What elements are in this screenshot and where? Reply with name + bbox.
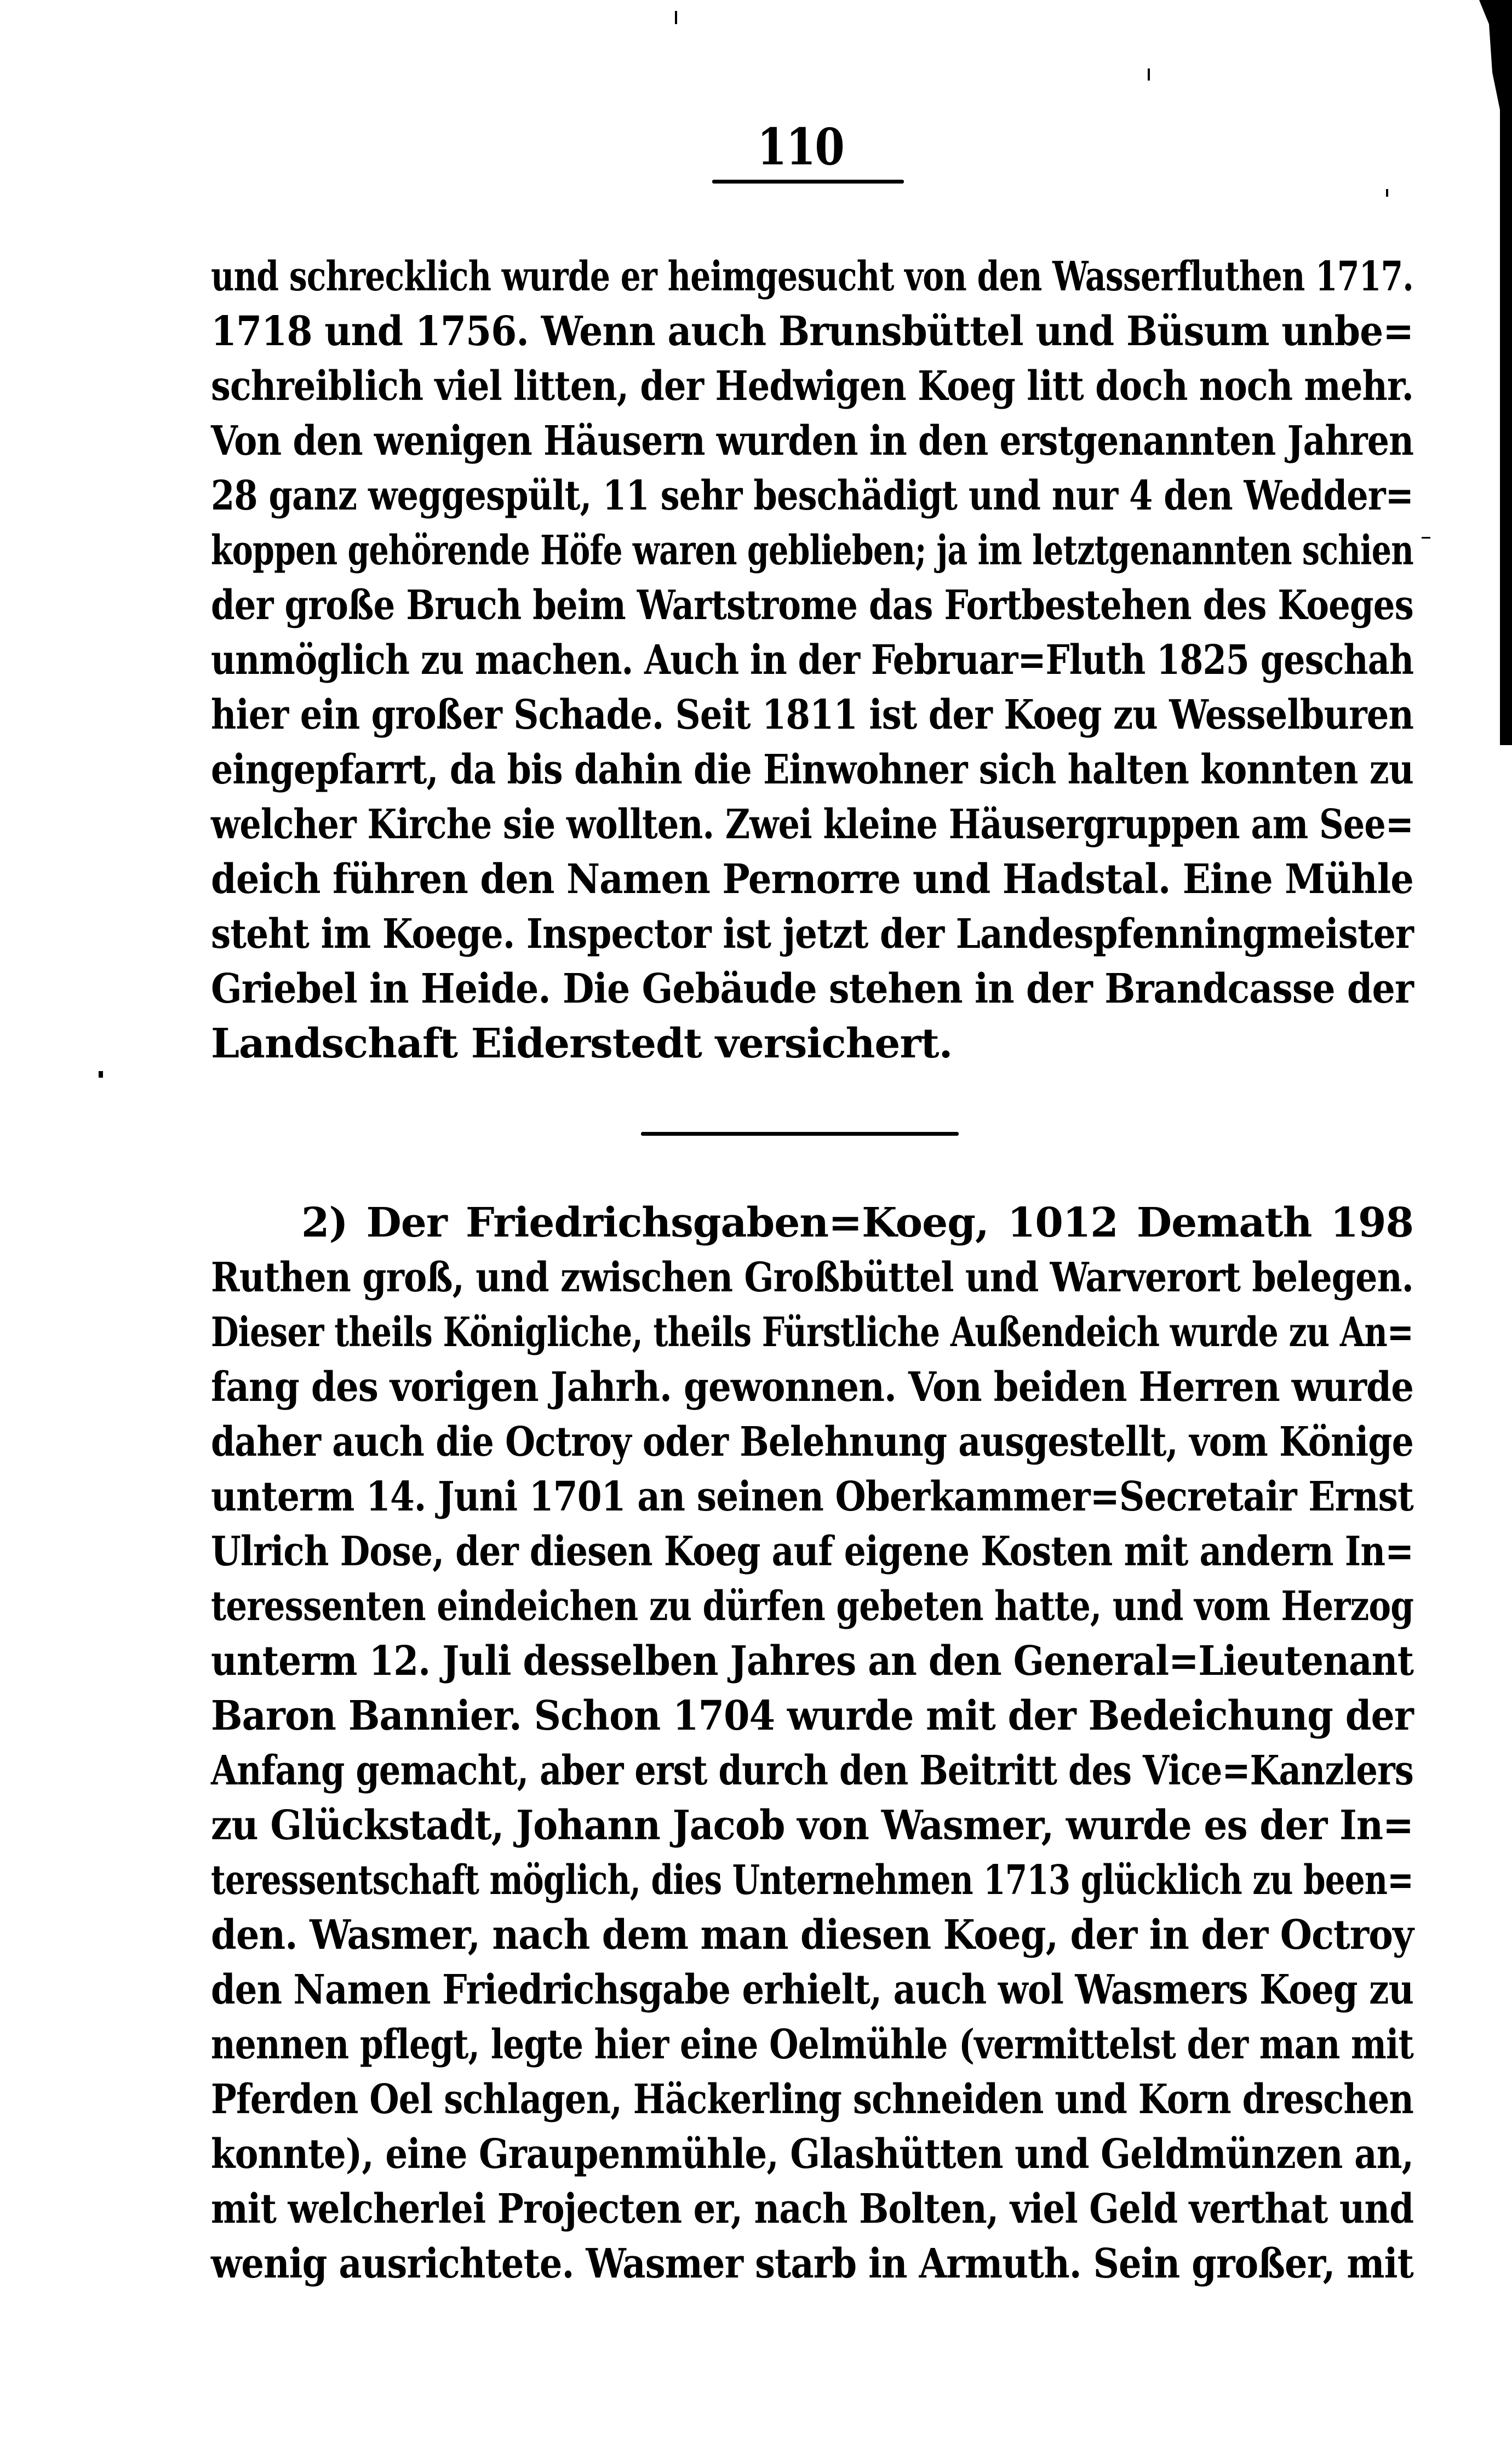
scan-speck xyxy=(99,1071,103,1078)
text-line: den. Wasmer, nach dem man diesen Koeg, der in der Octroy xyxy=(211,1912,1413,1959)
text-line: unmöglich zu machen. Auch in der Februar=Fluth 1825 geschah xyxy=(211,637,1414,684)
text-line: mit welcherlei Projecten er, nach Bolten, viel Geld verthat und xyxy=(211,2185,1414,2233)
text-line: Baron Bannier. Schon 1704 wurde mit der Bedeichung der xyxy=(211,1692,1413,1740)
text-line: Dieser theils Königliche, theils Fürstliche Außendeich wurde zu An= xyxy=(211,1309,1413,1356)
text-line: teressenten eindeichen zu dürfen gebeten hatte, und vom Herzog xyxy=(211,1583,1414,1630)
text-line: Ruthen groß, und zwischen Großbüttel und Warverort belegen. xyxy=(211,1254,1413,1301)
section-divider xyxy=(641,1132,959,1136)
text-line: und schrecklich wurde er heimgesucht von den Wasserfluthen 1717. xyxy=(211,253,1413,300)
text-line: Griebel in Heide. Die Gebäude stehen in der Brandcasse der xyxy=(211,965,1413,1012)
page-number: 110 xyxy=(757,117,844,176)
scan-speck xyxy=(675,11,677,24)
text-line: 28 ganz weggespült, 11 sehr beschädigt und nur 4 den Wedder= xyxy=(211,472,1413,519)
scan-speck xyxy=(1386,189,1388,197)
text-line: eingepfarrt, da bis dahin die Einwohner sich halten konnten zu xyxy=(211,746,1413,793)
text-line: Ulrich Dose, der diesen Koeg auf eigene Kosten mit andern In= xyxy=(211,1528,1414,1575)
text-line: Anfang gemacht, aber erst durch den Beitritt des Vice=Kanzlers xyxy=(211,1747,1413,1794)
text-line: koppen gehörende Höfe waren geblieben; ja im letztgenannten schien xyxy=(211,527,1413,574)
text-line: deich führen den Namen Pernorre und Hadstal. Eine Mühle xyxy=(211,856,1413,903)
scan-speck xyxy=(1148,68,1150,81)
text-line: steht im Koege. Inspector ist jetzt der Landespfenningmeister xyxy=(211,911,1414,958)
text-line: Pferden Oel schlagen, Häckerling schneiden und Korn dreschen xyxy=(211,2076,1413,2123)
section-2-text xyxy=(211,1195,1413,2291)
text-line: unterm 14. Juni 1701 an seinen Oberkammer=Secretair Ernst xyxy=(211,1473,1413,1520)
text-line: Von den wenigen Häusern wurden in den erstgenannten Jahren xyxy=(211,417,1414,465)
section-heading-line: 2) Der Friedrichsgaben=Koeg, 1012 Demath 198 xyxy=(301,1199,1413,1246)
section-1-text xyxy=(211,249,1413,1071)
text-line: den Namen Friedrichsgabe erhielt, auch wol Wasmers Koeg zu xyxy=(211,1966,1414,2013)
text-line: wenig ausrichtete. Wasmer starb in Armuth. Sein großer, mit xyxy=(211,2240,1413,2287)
text-line: schreiblich viel litten, der Hedwigen Koeg litt doch noch mehr. xyxy=(211,363,1413,410)
text-line: konnte), eine Graupenmühle, Glashütten und Geldmünzen an, xyxy=(211,2131,1414,2178)
text-line: zu Glückstadt, Johann Jacob von Wasmer, wurde es der In= xyxy=(211,1802,1413,1849)
text-line: Landschaft Eiderstedt versichert. xyxy=(211,1020,953,1067)
text-line: fang des vorigen Jahrh. gewonnen. Von beiden Herren wurde xyxy=(211,1364,1413,1411)
text-line: teressentschaft möglich, dies Unternehmen 1713 glücklich zu been= xyxy=(211,1857,1413,1904)
text-line: 1718 und 1756. Wenn auch Brunsbüttel und Büsum unbe= xyxy=(211,308,1414,355)
text-line: unterm 12. Juli desselben Jahres an den General=Lieutenant xyxy=(211,1638,1414,1685)
text-line: daher auch die Octroy oder Belehnung ausgestellt, vom Könige xyxy=(211,1418,1413,1466)
text-line: nennen pflegt, legte hier eine Oelmühle (vermittelst der man mit xyxy=(211,2021,1414,2068)
scan-edge-shadow-top xyxy=(1479,0,1512,121)
text-line: der große Bruch beim Wartstrome das Fortbestehen des Koeges xyxy=(211,582,1413,629)
text-line: hier ein großer Schade. Seit 1811 ist der Koeg zu Wesselburen xyxy=(211,691,1414,739)
text-line: welcher Kirche sie wollten. Zwei kleine Häusergruppen am See= xyxy=(211,801,1413,848)
header-rule xyxy=(712,180,904,184)
scan-speck xyxy=(1422,537,1430,539)
